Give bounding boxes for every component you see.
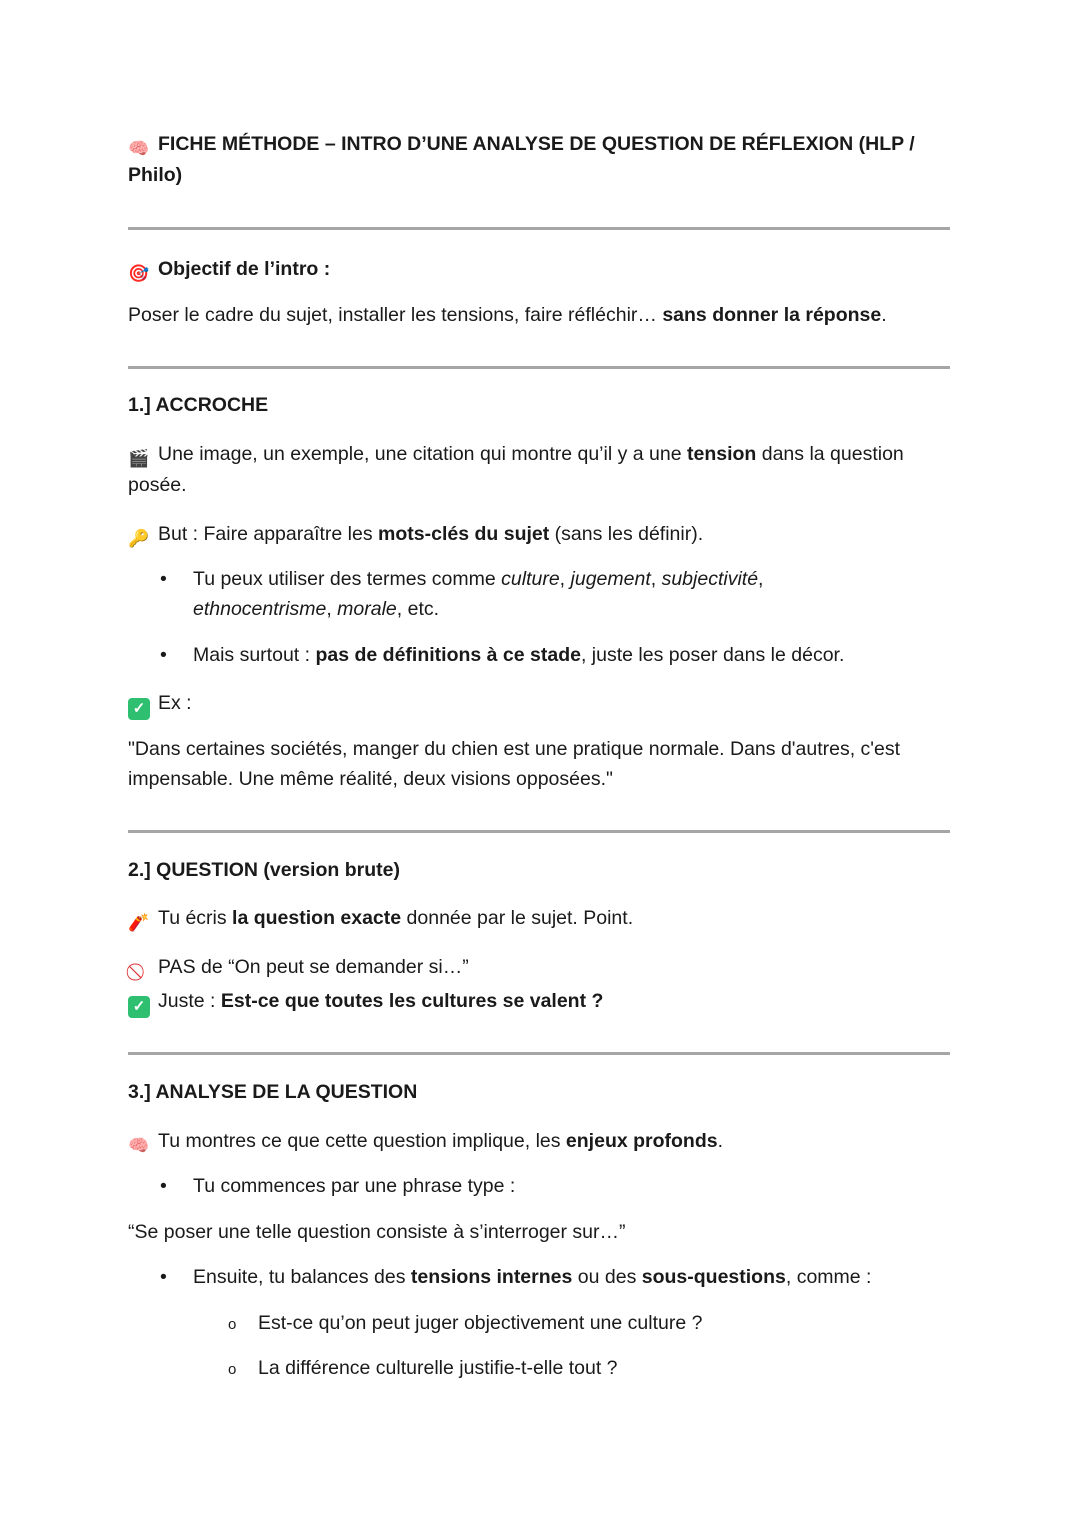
italic-text: jugement: [570, 568, 651, 590]
section-heading-accroche: 1.] ACCROCHE: [128, 394, 269, 416]
text: Ensuite, tu balances des: [193, 1266, 411, 1288]
text: ,: [650, 568, 662, 590]
text: Tu peux utiliser des termes comme: [193, 568, 502, 590]
prohibited-icon: [128, 961, 150, 983]
list-item: [193, 564, 833, 624]
bullet-icon: •: [160, 1266, 167, 1288]
section-heading-analyse: 3.] ANALYSE DE LA QUESTION: [128, 1081, 418, 1103]
text: Mais surtout :: [193, 644, 316, 666]
circle-bullet-icon: o: [228, 1361, 237, 1378]
paragraph: [128, 439, 950, 501]
divider: [128, 366, 950, 369]
text: But : Faire apparaître les: [158, 523, 379, 545]
text: , etc.: [396, 598, 440, 620]
clapper-icon: 🎬: [128, 449, 150, 468]
bold-text: Est-ce que toutes les cultures se valent ?: [220, 990, 604, 1012]
objectif-text: [128, 300, 950, 331]
text: Juste :: [158, 990, 221, 1012]
brain-icon: 🧠: [128, 1136, 150, 1155]
italic-text: morale: [337, 598, 397, 620]
bold-text: la question exacte: [232, 907, 402, 929]
bullet-icon: •: [160, 644, 167, 666]
divider: [128, 1052, 950, 1055]
section-heading-question: 2.] QUESTION (version brute): [128, 859, 400, 881]
sub-list-item: Est-ce qu’on peut juger objectivement une culture ?: [258, 1312, 703, 1334]
text: Tu écris: [158, 907, 233, 929]
text: Poser le cadre du sujet, installer les tensions, faire réfléchir…: [128, 304, 663, 326]
divider: [128, 830, 950, 833]
paragraph: [128, 903, 950, 934]
check-icon: ✓: [128, 996, 150, 1018]
text: , comme :: [785, 1266, 872, 1288]
paragraph: [128, 986, 950, 1018]
text: Tu montres ce que cette question implique, les: [158, 1130, 566, 1152]
key-icon: 🔑: [128, 529, 150, 548]
list-item: Tu commences par une phrase type :: [193, 1175, 516, 1197]
circle-bullet-icon: o: [228, 1316, 237, 1333]
text: .: [881, 304, 887, 326]
italic-text: culture: [501, 568, 560, 590]
document-title: [128, 129, 950, 191]
text: donnée par le sujet. Point.: [401, 907, 634, 929]
example-label: [128, 688, 950, 720]
text: ,: [326, 598, 338, 620]
text: ,: [758, 568, 764, 590]
list-item: [193, 640, 933, 671]
text: ou des: [572, 1266, 642, 1288]
text: PAS de “On peut se demander si…”: [158, 956, 469, 978]
divider: [128, 227, 950, 230]
bold-text: enjeux profonds: [565, 1130, 718, 1152]
bold-text: pas de définitions à ce stade: [315, 644, 581, 666]
target-icon: 🎯: [128, 264, 150, 283]
text: Une image, un exemple, une citation qui montre qu’il y a une: [158, 443, 687, 465]
bold-text: tensions internes: [410, 1266, 573, 1288]
title-text: FICHE MÉTHODE – INTRO D’UNE ANALYSE DE QUESTION DE RÉFLEXION (HLP / Philo): [128, 133, 915, 186]
paragraph: [128, 519, 950, 550]
list-item: [193, 1262, 950, 1293]
text: , juste les poser dans le décor.: [580, 644, 845, 666]
heading-text: Objectif de l’intro :: [158, 258, 331, 280]
bullet-icon: •: [160, 1175, 167, 1197]
bold-text: mots-clés du sujet: [378, 523, 550, 545]
objectif-heading: [128, 254, 950, 285]
paragraph: [128, 952, 950, 983]
text: .: [717, 1130, 724, 1152]
italic-text: ethnocentrisme: [193, 598, 327, 620]
italic-text: subjectivité: [661, 568, 759, 590]
text: (sans les définir).: [549, 523, 704, 545]
text: ,: [559, 568, 571, 590]
text: Ex :: [158, 692, 192, 714]
bold-text: sans donner la réponse: [662, 304, 882, 326]
bold-text: tension: [686, 443, 757, 465]
text: dans la question posée.: [128, 443, 904, 496]
bold-text: sous-questions: [641, 1266, 786, 1288]
check-icon: ✓: [128, 698, 150, 720]
quote: “Se poser une telle question consiste à s’interroger sur…”: [128, 1221, 626, 1243]
paragraph: [128, 1126, 950, 1157]
sub-list-item: La différence culturelle justifie-t-elle tout ?: [258, 1357, 618, 1379]
brain-icon: 🧠: [128, 139, 150, 158]
firecracker-icon: 🧨: [128, 913, 150, 932]
bullet-icon: •: [160, 568, 167, 590]
example-quote: "Dans certaines sociétés, manger du chien est une pratique normale. Dans d'autres, c'est impensable. Une même réalité, deux visions opposées.": [128, 738, 901, 790]
